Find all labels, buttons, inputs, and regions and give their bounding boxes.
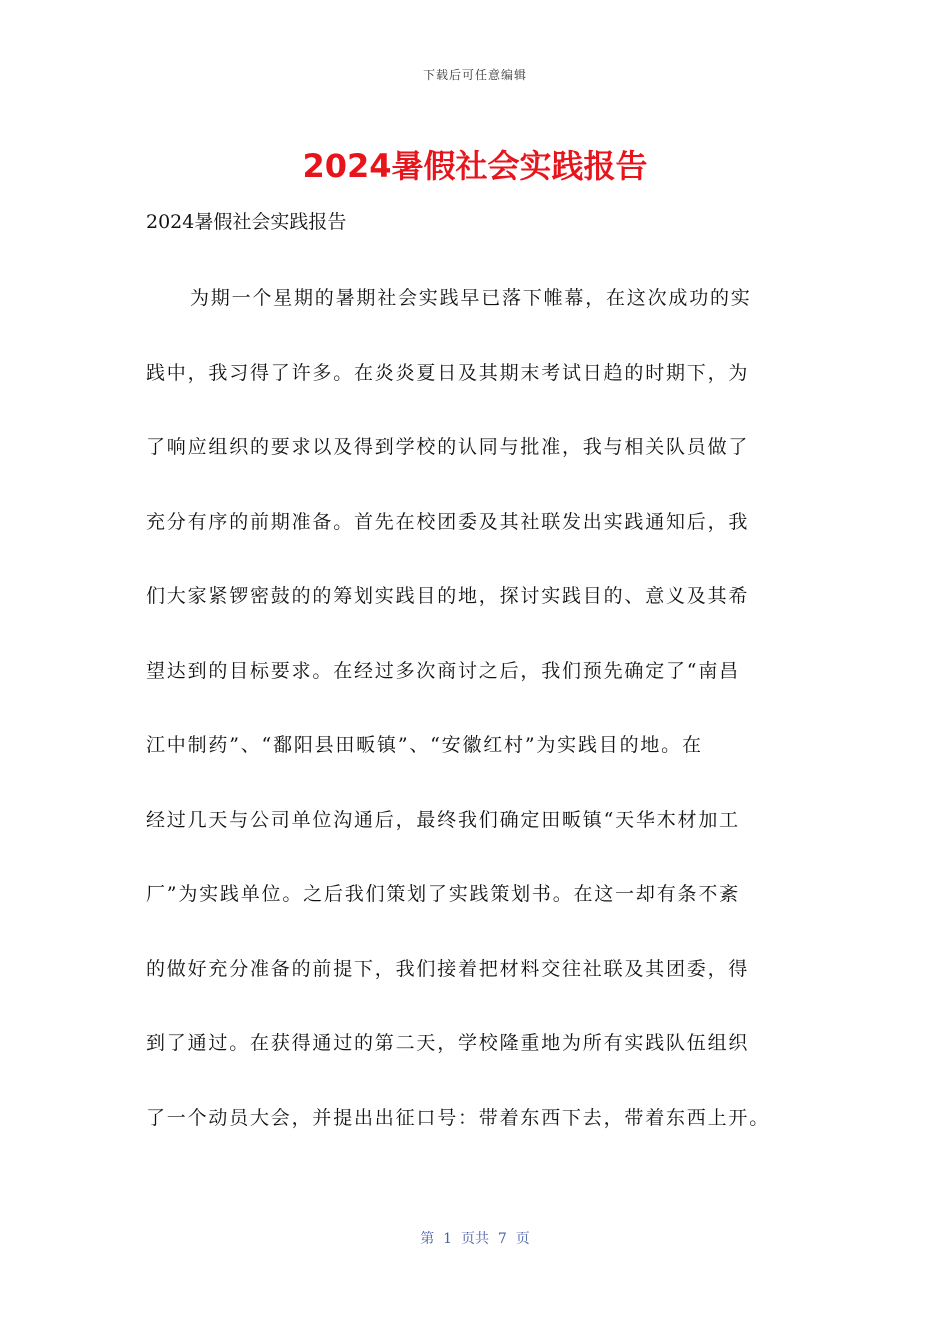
paragraph-line: 经过几天与公司单位沟通后，最终我们确定田畈镇“天华木材加工 (146, 808, 740, 831)
page-footer: 第 1 页共 7 页 (420, 1231, 530, 1247)
paragraph-line: 望达到的目标要求。在经过多次商讨之后，我们预先确定了“南昌 (146, 659, 740, 682)
paragraph-line: 了一个动员大会，并提出出征口号：带着东西下去，带着东西上开。 (146, 1106, 771, 1129)
paragraph-line: 践中，我习得了许多。在炎炎夏日及其期末考试日趋的时期下，为 (146, 361, 750, 384)
body-paragraph (146, 280, 806, 1174)
header-note: 下载后可任意编辑 (422, 68, 527, 82)
paragraph-line: 充分有序的前期准备。首先在校团委及其社联发出实践通知后，我 (146, 510, 750, 533)
paragraph-line: 了响应组织的要求以及得到学校的认同与批准，我与相关队员做了 (146, 436, 750, 458)
paragraph-line: 到了通过。在获得通过的第二天，学校隆重地为所有实践队伍组织 (146, 1032, 750, 1054)
document-title: 2024暑假社会实践报告 (302, 147, 648, 185)
document-subtitle: 2024暑假社会实践报告 (146, 211, 347, 233)
paragraph-line: 为期一个星期的暑期社会实践早已落下帷幕，在这次成功的实 (190, 287, 752, 309)
paragraph-line: 厂”为实践单位。之后我们策划了实践策划书。在这一却有条不紊 (146, 883, 740, 905)
paragraph-line: 江中制药”、“鄱阳县田畈镇”、“安徽红村”为实践目的地。在 (146, 734, 703, 756)
paragraph-line: 的做好充分准备的前提下，我们接着把材料交往社联及其团委，得 (146, 957, 750, 980)
paragraph-line: 们大家紧锣密鼓的的筹划实践目的地，探讨实践目的、意义及其希 (146, 585, 750, 607)
